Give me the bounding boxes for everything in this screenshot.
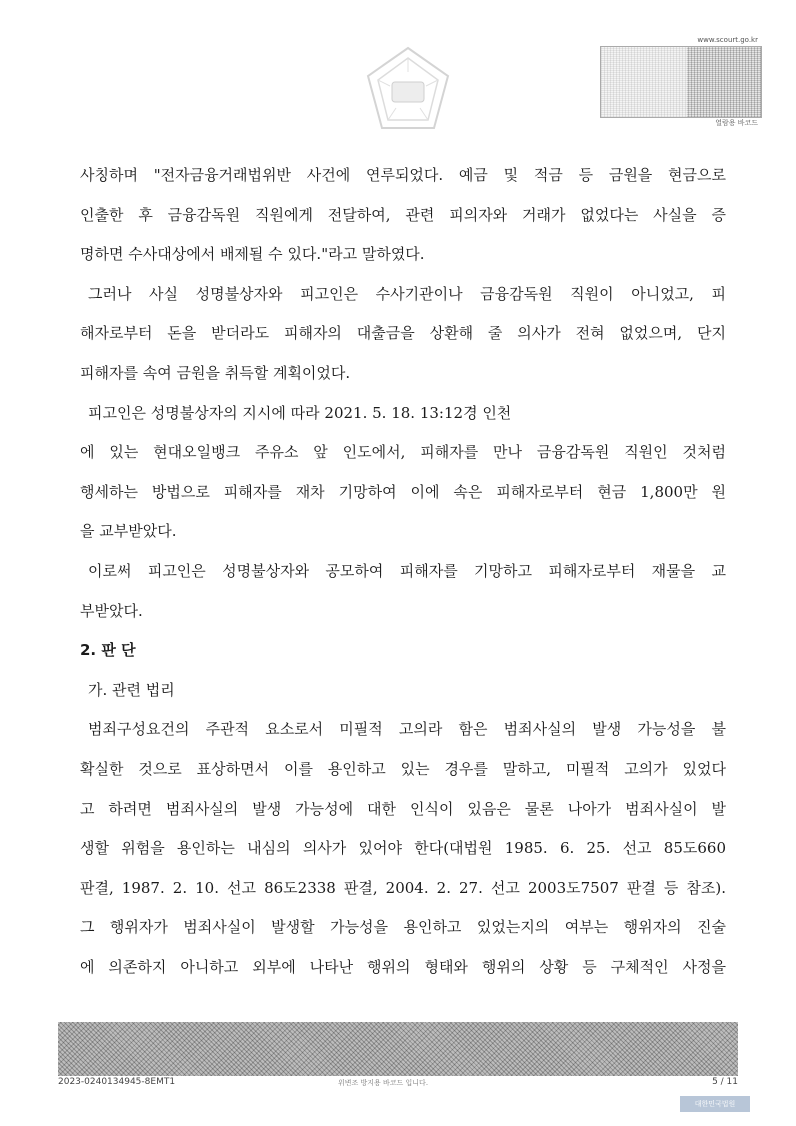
body-line: 생할 위험을 용인하는 내심의 의사가 있어야 한다(대법원 1985. 6. 25. 선고 85도660 <box>80 839 726 858</box>
barcode-caption: 열람용 바코드 <box>715 119 758 127</box>
body-line: 사칭하며 "전자금융거래법위반 사건에 연루되었다. 예금 및 적금 등 금원을 현금으로 <box>80 166 726 184</box>
document-body <box>80 156 726 987</box>
barcode-notice: 위변조 방지용 바코드 입니다. <box>338 1079 429 1087</box>
body-line: 부받았다. <box>80 601 143 620</box>
court-seal-watermark <box>362 44 454 136</box>
barcode-area <box>600 36 766 127</box>
page-footer <box>58 1077 738 1091</box>
body-line: 에 의존하지 아니하고 외부에 나타난 행위의 형태와 행위의 상황 등 구체적인 사정을 <box>80 957 726 976</box>
document-id: 2023-0240134945-8EMT1 <box>58 1077 176 1087</box>
body-line: 그 행위자가 범죄사실이 발생할 가능성을 용인하고 있었는지의 여부는 행위자의 진술 <box>80 918 726 937</box>
body-line: 을 교부받았다. <box>80 522 177 541</box>
body-line: 이로써 피고인은 성명불상자와 공모하여 피해자를 기망하고 피해자로부터 재물을 교 <box>88 561 726 580</box>
barcode-url: www.scourt.go.kr <box>697 36 758 44</box>
body-line: 피고인은 성명불상자의 지시에 따라 2021. 5. 18. 13:12경 인천 <box>88 403 512 422</box>
body-line: 행세하는 방법으로 피해자를 재차 기망하여 이에 속은 피해자로부터 현금 1,800만 원 <box>80 482 726 501</box>
body-line: 해자로부터 돈을 받더라도 피해자의 대출금을 상환해 줄 의사가 전혀 없었으며, 단지 <box>80 324 726 343</box>
body-line: 명하면 수사대상에서 배제될 수 있다."라고 말하였다. <box>80 245 425 264</box>
body-line: 범죄구성요건의 주관적 요소로서 미필적 고의라 함은 범죄사실의 발생 가능성을 불 <box>88 720 726 739</box>
court-seal-icon <box>362 44 454 136</box>
court-mark: 대한민국법원 <box>680 1096 750 1112</box>
section-heading: 2. 판 단 <box>80 641 136 660</box>
body-line: 인출한 후 금융감독원 직원에게 전달하여, 관련 피의자와 거래가 없었다는 사실을 증 <box>80 205 726 224</box>
body-line: 에 있는 현대오일뱅크 주유소 앞 인도에서, 피해자를 만나 금융감독원 직원인 것처럼 <box>80 443 726 462</box>
subsection-heading: 가. 관련 법리 <box>88 680 175 699</box>
barcode-icon <box>600 46 762 118</box>
body-line: 고 하려면 범죄사실의 발생 가능성에 대한 인식이 있음은 물론 나아가 범죄사실이 발 <box>80 799 726 818</box>
page-number: 5 / 11 <box>712 1077 738 1087</box>
body-line: 피해자를 속여 금원을 취득할 계획이었다. <box>80 363 351 382</box>
body-line: 그러나 사실 성명불상자와 피고인은 수사기관이나 금융감독원 직원이 아니었고, 피 <box>88 284 726 303</box>
body-line: 확실한 것으로 표상하면서 이를 용인하고 있는 경우를 말하고, 미필적 고의가 있었다 <box>80 759 726 778</box>
anti-forgery-barcode-icon <box>58 1022 738 1076</box>
body-line: 판결, 1987. 2. 10. 선고 86도2338 판결, 2004. 2. 27. 선고 2003도7507 판결 등 참조). <box>80 878 726 897</box>
